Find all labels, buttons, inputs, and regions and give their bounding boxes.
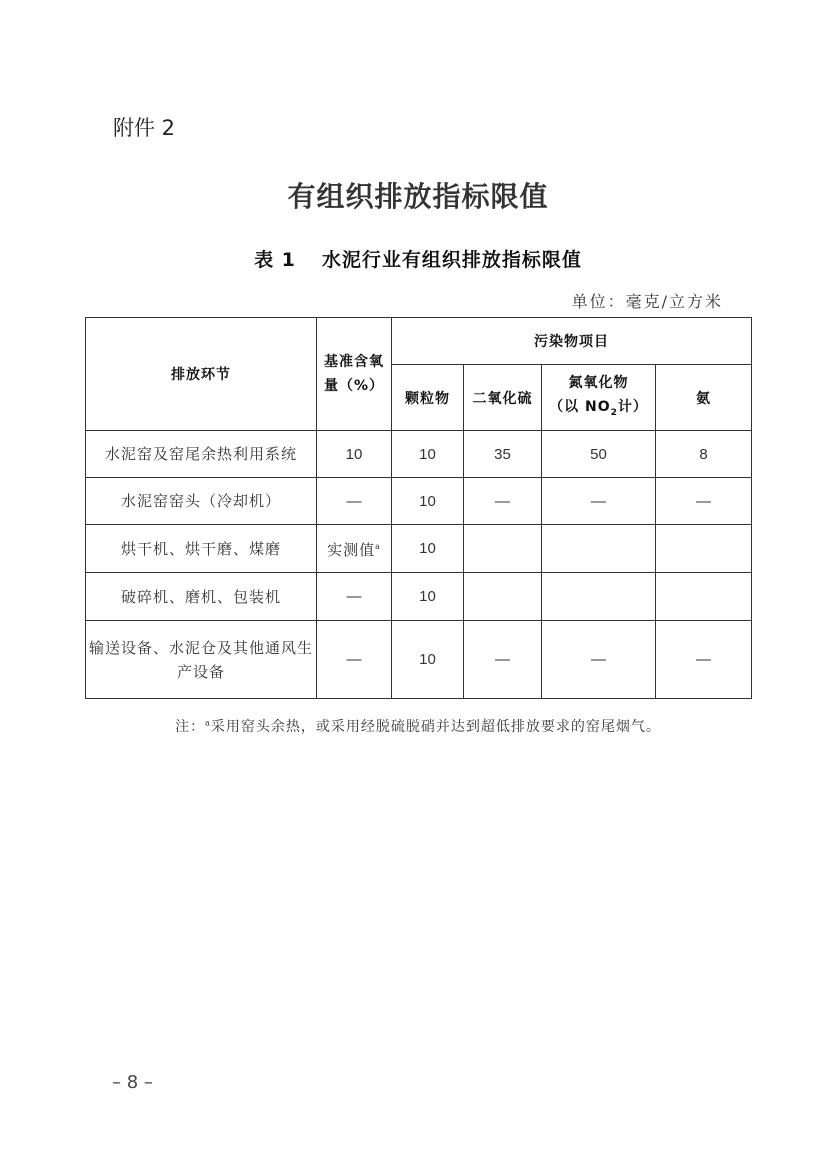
cell-oxygen: — [317, 478, 392, 525]
header-row-1 [86, 318, 752, 365]
cell-particulate: 10 [392, 573, 464, 621]
cell-nox: — [542, 478, 656, 525]
cell-so2: — [464, 621, 542, 699]
cell-so2 [464, 573, 542, 621]
cell-particulate: 10 [392, 621, 464, 699]
cell-nox: 50 [542, 431, 656, 478]
cell-stage: 破碎机、磨机、包装机 [86, 573, 317, 621]
cell-stage: 水泥窑及窑尾余热利用系统 [86, 431, 317, 478]
cell-stage: 水泥窑窑头（冷却机） [86, 478, 317, 525]
header-so2: 二氧化硫 [464, 365, 542, 431]
footnote-marker: a [375, 542, 381, 551]
cell-nox [542, 573, 656, 621]
header-ammonia: 氨 [656, 365, 752, 431]
page-number: – 8 – [112, 1072, 153, 1093]
header-nox [542, 365, 656, 431]
table-row [86, 478, 752, 525]
cell-ammonia: — [656, 478, 752, 525]
table-row [86, 431, 752, 478]
table-footnote [0, 716, 826, 736]
cell-ammonia: 8 [656, 431, 752, 478]
cell-nox: — [542, 621, 656, 699]
header-oxygen: 基准含氧量（%） [317, 318, 392, 431]
cell-so2: — [464, 478, 542, 525]
cell-nox [542, 525, 656, 573]
header-pollutants-group: 污染物项目 [392, 318, 752, 365]
note-prefix: 注： [175, 719, 206, 735]
cell-stage: 烘干机、烘干磨、煤磨 [86, 525, 317, 573]
cell-ammonia [656, 573, 752, 621]
cell-ammonia [656, 525, 752, 573]
page-title: 有组织排放指标限值 [287, 180, 549, 213]
table-row [86, 573, 752, 621]
oxygen-value: 实测值 [327, 541, 376, 559]
cell-oxygen [317, 525, 392, 573]
cell-oxygen: 10 [317, 431, 392, 478]
attachment-label: 附件 2 [113, 116, 176, 140]
header-nox-line1: 氮氧化物 [568, 374, 629, 391]
cell-particulate: 10 [392, 431, 464, 478]
cell-oxygen: — [317, 573, 392, 621]
cell-particulate: 10 [392, 478, 464, 525]
emission-limits-table [85, 317, 752, 699]
note-marker: a [205, 718, 211, 728]
table-title [0, 245, 826, 272]
cell-particulate: 10 [392, 525, 464, 573]
table-name: 水泥行业有组织排放指标限值 [321, 249, 582, 271]
note-text: 采用窑头余热，或采用经脱硫脱硝并达到超低排放要求的窑尾烟气。 [210, 719, 661, 735]
nox-prefix: （以 NO [549, 398, 611, 415]
header-stage: 排放环节 [86, 318, 317, 431]
cell-oxygen: — [317, 621, 392, 699]
header-nox-line2 [542, 395, 655, 425]
cell-so2: 35 [464, 431, 542, 478]
table-row [86, 621, 752, 699]
unit-label: 单位：毫克/立方米 [571, 292, 723, 311]
table-number: 表 1 [254, 249, 296, 271]
cell-so2 [464, 525, 542, 573]
nox-subscript: 2 [610, 407, 618, 418]
cell-stage: 输送设备、水泥仓及其他通风生产设备 [86, 621, 317, 699]
header-particulate: 颗粒物 [392, 365, 464, 431]
cell-ammonia: — [656, 621, 752, 699]
nox-suffix: 计） [617, 398, 648, 415]
table-row [86, 525, 752, 573]
